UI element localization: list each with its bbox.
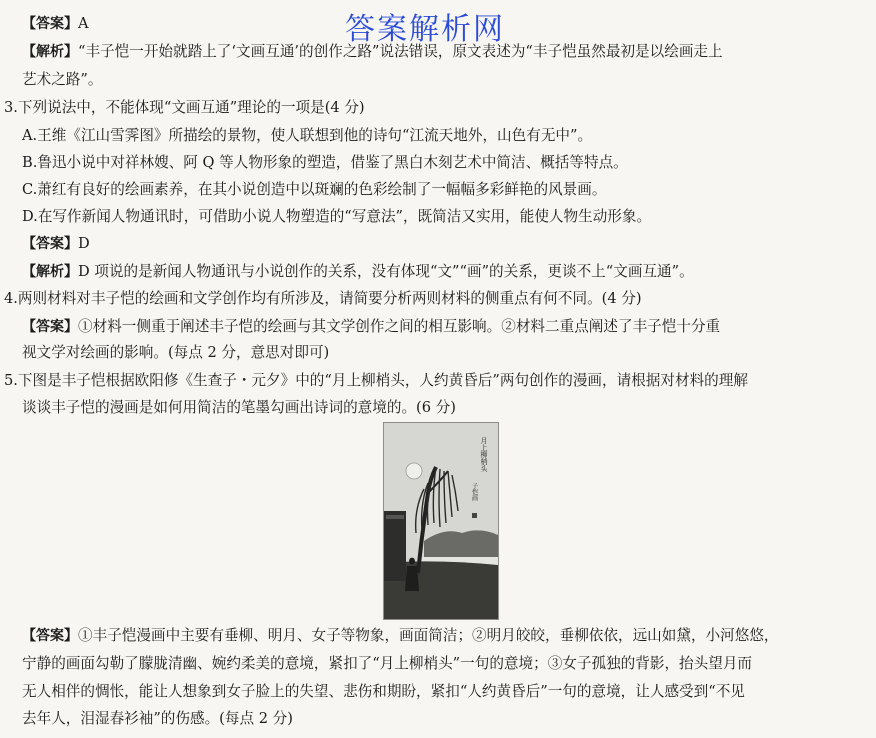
option-a: A.王维《江山雪霁图》所描绘的景物，使人联想到他的诗句“江流天地外，山色有无中”。 [22,127,593,144]
answer-line [22,14,89,34]
analysis-text: “丰子恺一开始就踏上了‘文画互通’的创作之路”说法错误，原文表述为“丰子恺虽然最初是以绘画走上 [78,43,723,60]
text-line: 谈谈丰子恺的漫画是如何用简洁的笔墨勾画出诗词的意境的。(6 分) [22,399,456,416]
answer-tag: 【答案】 [22,628,78,644]
answer-text: ①材料一侧重于阐述丰子恺的绘画与其文学创作之间的相互影响。②材料二重点阐述了丰子恺十分重 [78,318,721,335]
analysis-tag: 【解析】 [22,44,78,60]
painting-inscription: 月上柳梢头 [480,437,488,472]
painting-image [383,422,499,620]
answer-line [22,234,90,254]
painting-seal [472,513,477,518]
answer-tag: 【答案】 [22,16,78,32]
answer-text: ①丰子恺漫画中主要有垂柳、明月、女子等物象，画面简洁；②明月皎皎，垂柳依依，远山如黛，小河悠悠， [78,627,779,644]
watermark: 答案解析网 [345,12,505,47]
answer-text: D [78,235,90,252]
text-line: 宁静的画面勾勒了朦胧清幽、婉约柔美的意境，紧扣了“月上柳梢头”一句的意境；③女子孤独的背影，抬头望月而 [22,655,753,672]
question-3: 3.下列说法中，不能体现“文画互通”理论的一项是(4 分) [4,99,365,116]
answer-tag: 【答案】 [22,236,78,252]
analysis-tag: 【解析】 [22,264,78,280]
question-4: 4.两则材料对丰子恺的绘画和文学创作均有所涉及，请简要分析两则材料的侧重点有何不同。(4 分) [4,290,642,307]
option-b: B.鲁迅小说中对祥林嫂、阿 Q 等人物形象的塑造，借鉴了黑白木刻艺术中简洁、概括等特点。 [22,154,628,171]
text-line: 视文学对绘画的影响。(每点 2 分，意思对即可) [22,344,330,361]
question-5: 5.下图是丰子恺根据欧阳修《生查子・元夕》中的“月上柳梢头，人约黄昏后”两句创作的漫画，请根据对材料的理解 [4,372,748,389]
answer-line [22,626,779,646]
analysis-text: D 项说的是新闻人物通讯与小说创作的关系，没有体现“文”“画”的关系，更谈不上“文画互通”。 [78,263,694,280]
painting-illustration [384,423,498,619]
text-line: 无人相伴的惆怅，能让人想象到女子脸上的失望、悲伤和期盼，紧扣“人约黄昏后”一句的意境，让人感受到“不见 [22,683,745,700]
painting-signature: 子恺画 [470,483,478,501]
answer-text: A [78,15,89,32]
option-d: D.在写作新闻人物通讯时，可借助小说人物塑造的“写意法”，既简洁又实用，能使人物生动形象。 [22,208,652,225]
text-line: 艺术之路”。 [22,71,103,88]
option-c: C.萧红有良好的绘画素养，在其小说创造中以斑斓的色彩绘制了一幅幅多彩鲜艳的风景画。 [22,181,607,198]
answer-tag: 【答案】 [22,319,78,335]
text-line: 去年人，泪湿春衫袖”的伤感。(每点 2 分) [22,710,293,727]
analysis-line [22,262,694,282]
answer-line [22,317,720,337]
